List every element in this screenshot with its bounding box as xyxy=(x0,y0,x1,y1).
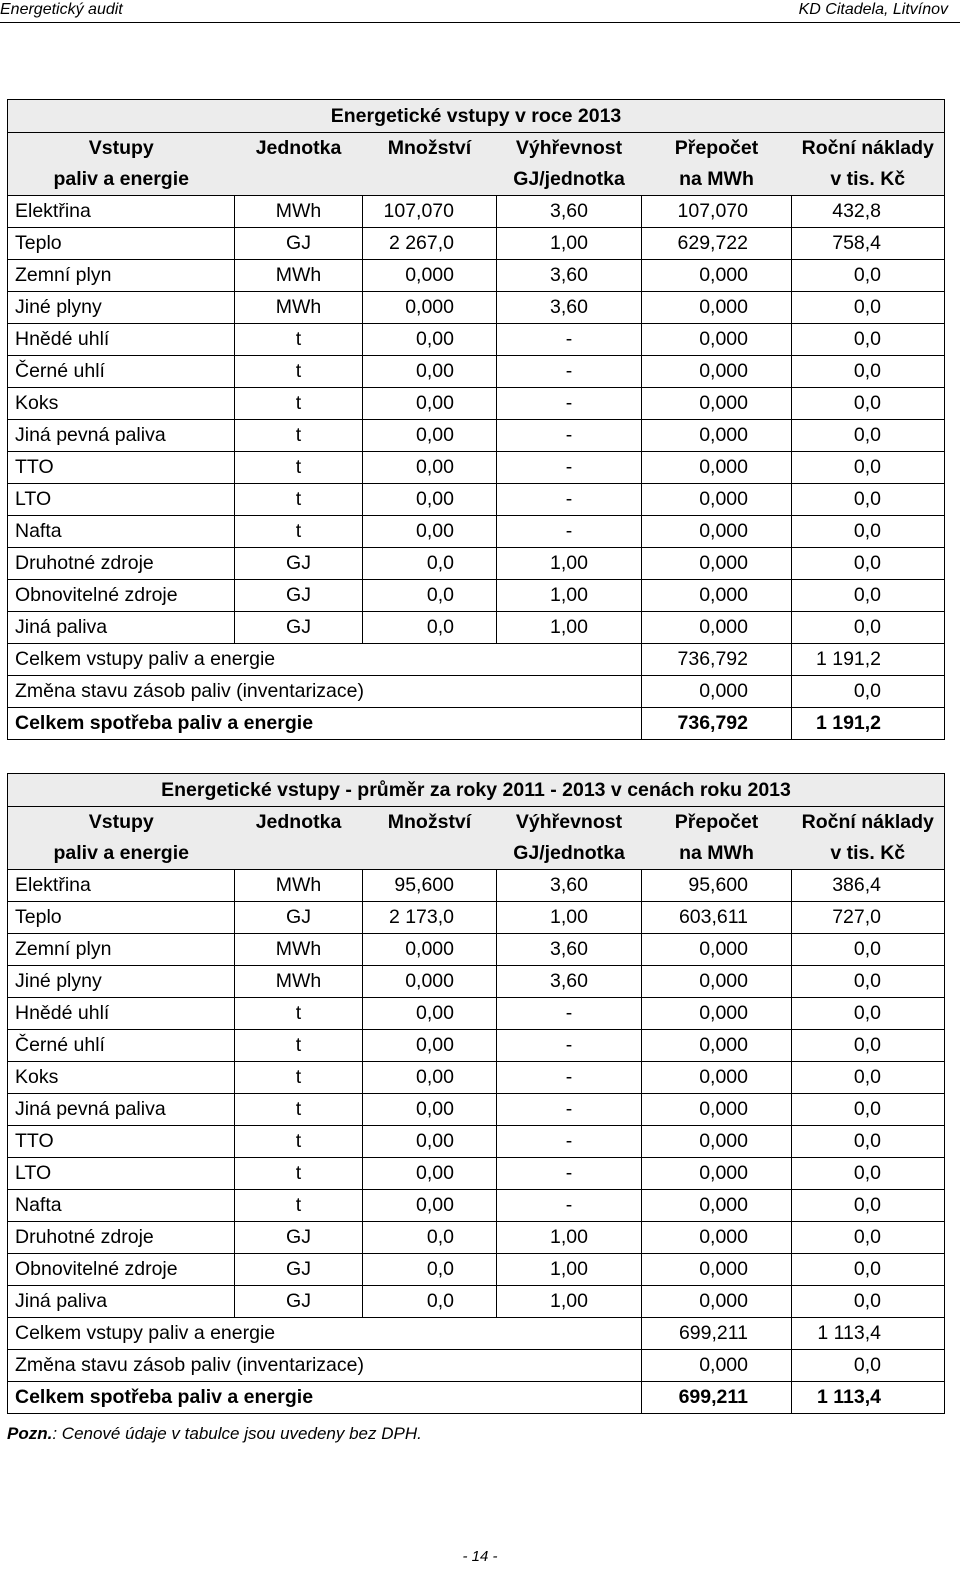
table-row xyxy=(8,1094,945,1126)
row-cost: 0,0 xyxy=(792,484,945,516)
summary-cost: 1 113,4 xyxy=(792,1318,945,1350)
summary-row xyxy=(8,676,945,708)
table-row xyxy=(8,356,945,388)
row-unit: MWh xyxy=(235,292,363,324)
col-prepocet: Přepočet xyxy=(642,133,792,165)
row-cost: 0,0 xyxy=(792,1030,945,1062)
summary-label: Změna stavu zásob paliv (inventarizace) xyxy=(8,676,642,708)
row-label: Jiná pevná paliva xyxy=(8,420,235,452)
row-mwh: 0,000 xyxy=(642,1222,792,1254)
row-calorific: 3,60 xyxy=(497,196,642,228)
row-mwh: 0,000 xyxy=(642,324,792,356)
row-quantity: 0,00 xyxy=(363,1126,497,1158)
row-cost: 0,0 xyxy=(792,1190,945,1222)
row-calorific: - xyxy=(497,1158,642,1190)
row-calorific: 1,00 xyxy=(497,902,642,934)
row-cost: 0,0 xyxy=(792,1254,945,1286)
row-calorific: 1,00 xyxy=(497,548,642,580)
summary-mwh: 736,792 xyxy=(642,708,792,740)
page-header xyxy=(0,0,960,23)
row-cost: 0,0 xyxy=(792,1062,945,1094)
col-prepocet-sub: na MWh xyxy=(642,838,792,870)
row-cost: 0,0 xyxy=(792,612,945,644)
row-mwh: 0,000 xyxy=(642,516,792,548)
row-quantity: 0,00 xyxy=(363,1062,497,1094)
price-note xyxy=(7,1424,422,1444)
row-cost: 0,0 xyxy=(792,324,945,356)
row-mwh: 0,000 xyxy=(642,612,792,644)
summary-label: Celkem vstupy paliv a energie xyxy=(8,1318,642,1350)
row-unit: t xyxy=(235,998,363,1030)
row-mwh: 0,000 xyxy=(642,934,792,966)
row-cost: 0,0 xyxy=(792,420,945,452)
row-unit: t xyxy=(235,1126,363,1158)
row-mwh: 0,000 xyxy=(642,1094,792,1126)
row-mwh: 0,000 xyxy=(642,452,792,484)
table-row xyxy=(8,870,945,902)
table-row xyxy=(8,1222,945,1254)
row-unit: t xyxy=(235,388,363,420)
summary-label: Změna stavu zásob paliv (inventarizace) xyxy=(8,1350,642,1382)
col-vstupy: Vstupy xyxy=(8,133,235,165)
row-cost: 0,0 xyxy=(792,934,945,966)
table-row xyxy=(8,260,945,292)
summary-mwh: 736,792 xyxy=(642,644,792,676)
table-row xyxy=(8,1158,945,1190)
row-mwh: 0,000 xyxy=(642,420,792,452)
row-mwh: 0,000 xyxy=(642,1190,792,1222)
row-unit: MWh xyxy=(235,966,363,998)
table-row xyxy=(8,484,945,516)
row-mwh: 0,000 xyxy=(642,292,792,324)
page-number: - 14 - xyxy=(462,1548,498,1565)
row-unit: MWh xyxy=(235,196,363,228)
row-calorific: 1,00 xyxy=(497,1254,642,1286)
row-cost: 758,4 xyxy=(792,228,945,260)
row-mwh: 603,611 xyxy=(642,902,792,934)
row-unit: t xyxy=(235,1190,363,1222)
row-unit: t xyxy=(235,420,363,452)
row-unit: GJ xyxy=(235,548,363,580)
row-calorific: - xyxy=(497,324,642,356)
col-naklady: Roční náklady xyxy=(792,807,945,839)
table-row xyxy=(8,1030,945,1062)
row-quantity: 0,0 xyxy=(363,1286,497,1318)
row-mwh: 107,070 xyxy=(642,196,792,228)
row-label: Jiné plyny xyxy=(8,966,235,998)
row-calorific: - xyxy=(497,484,642,516)
summary-cost: 1 191,2 xyxy=(792,644,945,676)
row-cost: 0,0 xyxy=(792,580,945,612)
col-naklady: Roční náklady xyxy=(792,133,945,165)
table-title: Energetické vstupy - průměr za roky 2011 - 2013 v cenách roku 2013 xyxy=(8,774,945,807)
row-unit: GJ xyxy=(235,1254,363,1286)
row-mwh: 0,000 xyxy=(642,260,792,292)
row-label: Černé uhlí xyxy=(8,356,235,388)
header-left: Energetický audit xyxy=(0,1,123,18)
row-cost: 0,0 xyxy=(792,292,945,324)
row-calorific: - xyxy=(497,356,642,388)
col-naklady-sub: v tis. Kč xyxy=(792,164,945,196)
row-label: Druhotné zdroje xyxy=(8,1222,235,1254)
row-label: Elektřina xyxy=(8,870,235,902)
col-mnozstvi: Množství xyxy=(363,807,497,839)
row-quantity: 0,00 xyxy=(363,1158,497,1190)
row-cost: 0,0 xyxy=(792,388,945,420)
col-vyhrevnost-sub: GJ/jednotka xyxy=(497,164,642,196)
row-calorific: 1,00 xyxy=(497,612,642,644)
row-quantity: 0,00 xyxy=(363,356,497,388)
row-calorific: 1,00 xyxy=(497,1286,642,1318)
note-text: : Cenové údaje v tabulce jsou uvedeny bez DPH. xyxy=(52,1424,422,1443)
summary-row xyxy=(8,1350,945,1382)
col-prepocet: Přepočet xyxy=(642,807,792,839)
summary-label: Celkem spotřeba paliv a energie xyxy=(8,1382,642,1414)
row-calorific: 3,60 xyxy=(497,870,642,902)
summary-label: Celkem vstupy paliv a energie xyxy=(8,644,642,676)
row-quantity: 0,00 xyxy=(363,452,497,484)
row-unit: t xyxy=(235,1062,363,1094)
row-quantity: 0,00 xyxy=(363,516,497,548)
row-unit: GJ xyxy=(235,580,363,612)
table-row xyxy=(8,1126,945,1158)
row-cost: 0,0 xyxy=(792,516,945,548)
row-cost: 727,0 xyxy=(792,902,945,934)
summary-row xyxy=(8,708,945,740)
header-right: KD Citadela, Litvínov xyxy=(798,1,948,18)
row-cost: 0,0 xyxy=(792,1222,945,1254)
row-label: Teplo xyxy=(8,902,235,934)
table-row xyxy=(8,612,945,644)
row-label: Zemní plyn xyxy=(8,934,235,966)
col-mnozstvi-sub xyxy=(363,838,497,870)
table-row xyxy=(8,228,945,260)
col-prepocet-sub: na MWh xyxy=(642,164,792,196)
row-quantity: 0,00 xyxy=(363,324,497,356)
row-mwh: 629,722 xyxy=(642,228,792,260)
row-cost: 0,0 xyxy=(792,1158,945,1190)
row-mwh: 0,000 xyxy=(642,548,792,580)
row-unit: MWh xyxy=(235,934,363,966)
row-cost: 0,0 xyxy=(792,548,945,580)
row-cost: 0,0 xyxy=(792,1094,945,1126)
row-cost: 0,0 xyxy=(792,356,945,388)
col-jednotka-sub xyxy=(235,164,363,196)
table-row xyxy=(8,966,945,998)
row-calorific: - xyxy=(497,1030,642,1062)
row-label: Jiná pevná paliva xyxy=(8,1094,235,1126)
summary-cost: 1 191,2 xyxy=(792,708,945,740)
row-mwh: 0,000 xyxy=(642,1126,792,1158)
row-quantity: 0,000 xyxy=(363,260,497,292)
row-mwh: 0,000 xyxy=(642,1254,792,1286)
row-calorific: 3,60 xyxy=(497,260,642,292)
row-cost: 0,0 xyxy=(792,998,945,1030)
row-mwh: 0,000 xyxy=(642,356,792,388)
summary-row xyxy=(8,1318,945,1350)
row-label: Nafta xyxy=(8,1190,235,1222)
table-row xyxy=(8,292,945,324)
col-jednotka: Jednotka xyxy=(235,133,363,165)
row-unit: GJ xyxy=(235,228,363,260)
row-calorific: - xyxy=(497,516,642,548)
row-unit: t xyxy=(235,324,363,356)
row-calorific: - xyxy=(497,452,642,484)
row-unit: t xyxy=(235,484,363,516)
table-row xyxy=(8,580,945,612)
row-quantity: 0,0 xyxy=(363,580,497,612)
row-cost: 0,0 xyxy=(792,966,945,998)
summary-mwh: 699,211 xyxy=(642,1382,792,1414)
col-vyhrevnost: Výhřevnost xyxy=(497,807,642,839)
row-label: Černé uhlí xyxy=(8,1030,235,1062)
row-quantity: 0,000 xyxy=(363,966,497,998)
row-mwh: 0,000 xyxy=(642,1062,792,1094)
row-calorific: 1,00 xyxy=(497,228,642,260)
row-unit: GJ xyxy=(235,612,363,644)
row-calorific: - xyxy=(497,388,642,420)
row-label: Hnědé uhlí xyxy=(8,998,235,1030)
row-calorific: 1,00 xyxy=(497,580,642,612)
row-unit: t xyxy=(235,1158,363,1190)
row-calorific: - xyxy=(497,1062,642,1094)
row-label: Jiná paliva xyxy=(8,612,235,644)
row-cost: 0,0 xyxy=(792,1286,945,1318)
row-calorific: 3,60 xyxy=(497,292,642,324)
col-vyhrevnost-sub: GJ/jednotka xyxy=(497,838,642,870)
row-quantity: 0,0 xyxy=(363,548,497,580)
row-quantity: 0,00 xyxy=(363,1030,497,1062)
table-row xyxy=(8,1254,945,1286)
summary-cost: 0,0 xyxy=(792,1350,945,1382)
row-label: Nafta xyxy=(8,516,235,548)
row-calorific: - xyxy=(497,1190,642,1222)
table-row xyxy=(8,196,945,228)
row-mwh: 0,000 xyxy=(642,1158,792,1190)
row-label: LTO xyxy=(8,1158,235,1190)
table-row xyxy=(8,548,945,580)
table-row xyxy=(8,998,945,1030)
row-label: Teplo xyxy=(8,228,235,260)
table-row xyxy=(8,1286,945,1318)
row-calorific: 3,60 xyxy=(497,934,642,966)
row-calorific: 3,60 xyxy=(497,966,642,998)
row-unit: t xyxy=(235,452,363,484)
row-mwh: 0,000 xyxy=(642,998,792,1030)
row-label: LTO xyxy=(8,484,235,516)
row-cost: 386,4 xyxy=(792,870,945,902)
row-label: Obnovitelné zdroje xyxy=(8,580,235,612)
row-label: Druhotné zdroje xyxy=(8,548,235,580)
row-unit: t xyxy=(235,356,363,388)
row-quantity: 0,000 xyxy=(363,934,497,966)
row-quantity: 0,00 xyxy=(363,998,497,1030)
row-cost: 432,8 xyxy=(792,196,945,228)
row-mwh: 0,000 xyxy=(642,966,792,998)
col-jednotka-sub xyxy=(235,838,363,870)
row-label: Koks xyxy=(8,1062,235,1094)
row-mwh: 95,600 xyxy=(642,870,792,902)
row-label: Jiné plyny xyxy=(8,292,235,324)
row-calorific: 1,00 xyxy=(497,1222,642,1254)
row-unit: MWh xyxy=(235,870,363,902)
row-unit: t xyxy=(235,1094,363,1126)
row-cost: 0,0 xyxy=(792,1126,945,1158)
col-vstupy: Vstupy xyxy=(8,807,235,839)
summary-cost: 1 113,4 xyxy=(792,1382,945,1414)
row-quantity: 0,000 xyxy=(363,292,497,324)
row-calorific: - xyxy=(497,1094,642,1126)
row-quantity: 0,00 xyxy=(363,484,497,516)
energy-inputs-average-table xyxy=(7,773,945,1414)
table-row xyxy=(8,452,945,484)
table-row xyxy=(8,516,945,548)
row-cost: 0,0 xyxy=(792,452,945,484)
row-label: Zemní plyn xyxy=(8,260,235,292)
table-row xyxy=(8,902,945,934)
row-unit: t xyxy=(235,1030,363,1062)
row-label: TTO xyxy=(8,452,235,484)
table-title: Energetické vstupy v roce 2013 xyxy=(8,100,945,133)
row-quantity: 2 173,0 xyxy=(363,902,497,934)
row-quantity: 0,00 xyxy=(363,1094,497,1126)
row-quantity: 107,070 xyxy=(363,196,497,228)
summary-mwh: 0,000 xyxy=(642,1350,792,1382)
row-quantity: 0,0 xyxy=(363,1254,497,1286)
row-quantity: 2 267,0 xyxy=(363,228,497,260)
row-unit: GJ xyxy=(235,1222,363,1254)
row-calorific: - xyxy=(497,420,642,452)
row-label: Jiná paliva xyxy=(8,1286,235,1318)
row-unit: t xyxy=(235,516,363,548)
row-unit: MWh xyxy=(235,260,363,292)
row-label: Obnovitelné zdroje xyxy=(8,1254,235,1286)
col-naklady-sub: v tis. Kč xyxy=(792,838,945,870)
table-row xyxy=(8,324,945,356)
summary-mwh: 0,000 xyxy=(642,676,792,708)
row-label: TTO xyxy=(8,1126,235,1158)
row-mwh: 0,000 xyxy=(642,1286,792,1318)
row-quantity: 0,00 xyxy=(363,388,497,420)
summary-cost: 0,0 xyxy=(792,676,945,708)
row-quantity: 0,00 xyxy=(363,420,497,452)
row-calorific: - xyxy=(497,998,642,1030)
col-mnozstvi-sub xyxy=(363,164,497,196)
row-mwh: 0,000 xyxy=(642,1030,792,1062)
col-mnozstvi: Množství xyxy=(363,133,497,165)
table-row xyxy=(8,388,945,420)
row-label: Elektřina xyxy=(8,196,235,228)
row-mwh: 0,000 xyxy=(642,388,792,420)
row-unit: GJ xyxy=(235,1286,363,1318)
col-vstupy-sub: paliv a energie xyxy=(8,838,235,870)
row-quantity: 95,600 xyxy=(363,870,497,902)
row-quantity: 0,00 xyxy=(363,1190,497,1222)
col-jednotka: Jednotka xyxy=(235,807,363,839)
summary-row xyxy=(8,644,945,676)
summary-label: Celkem spotřeba paliv a energie xyxy=(8,708,642,740)
summary-row xyxy=(8,1382,945,1414)
table-row xyxy=(8,1190,945,1222)
row-mwh: 0,000 xyxy=(642,484,792,516)
energy-inputs-2013-table xyxy=(7,99,945,740)
row-mwh: 0,000 xyxy=(642,580,792,612)
col-vstupy-sub: paliv a energie xyxy=(8,164,235,196)
row-quantity: 0,0 xyxy=(363,1222,497,1254)
row-label: Koks xyxy=(8,388,235,420)
table-row xyxy=(8,934,945,966)
table-row xyxy=(8,420,945,452)
summary-mwh: 699,211 xyxy=(642,1318,792,1350)
table-row xyxy=(8,1062,945,1094)
note-label: Pozn. xyxy=(7,1424,53,1443)
row-calorific: - xyxy=(497,1126,642,1158)
row-cost: 0,0 xyxy=(792,260,945,292)
row-quantity: 0,0 xyxy=(363,612,497,644)
row-unit: GJ xyxy=(235,902,363,934)
row-label: Hnědé uhlí xyxy=(8,324,235,356)
col-vyhrevnost: Výhřevnost xyxy=(497,133,642,165)
